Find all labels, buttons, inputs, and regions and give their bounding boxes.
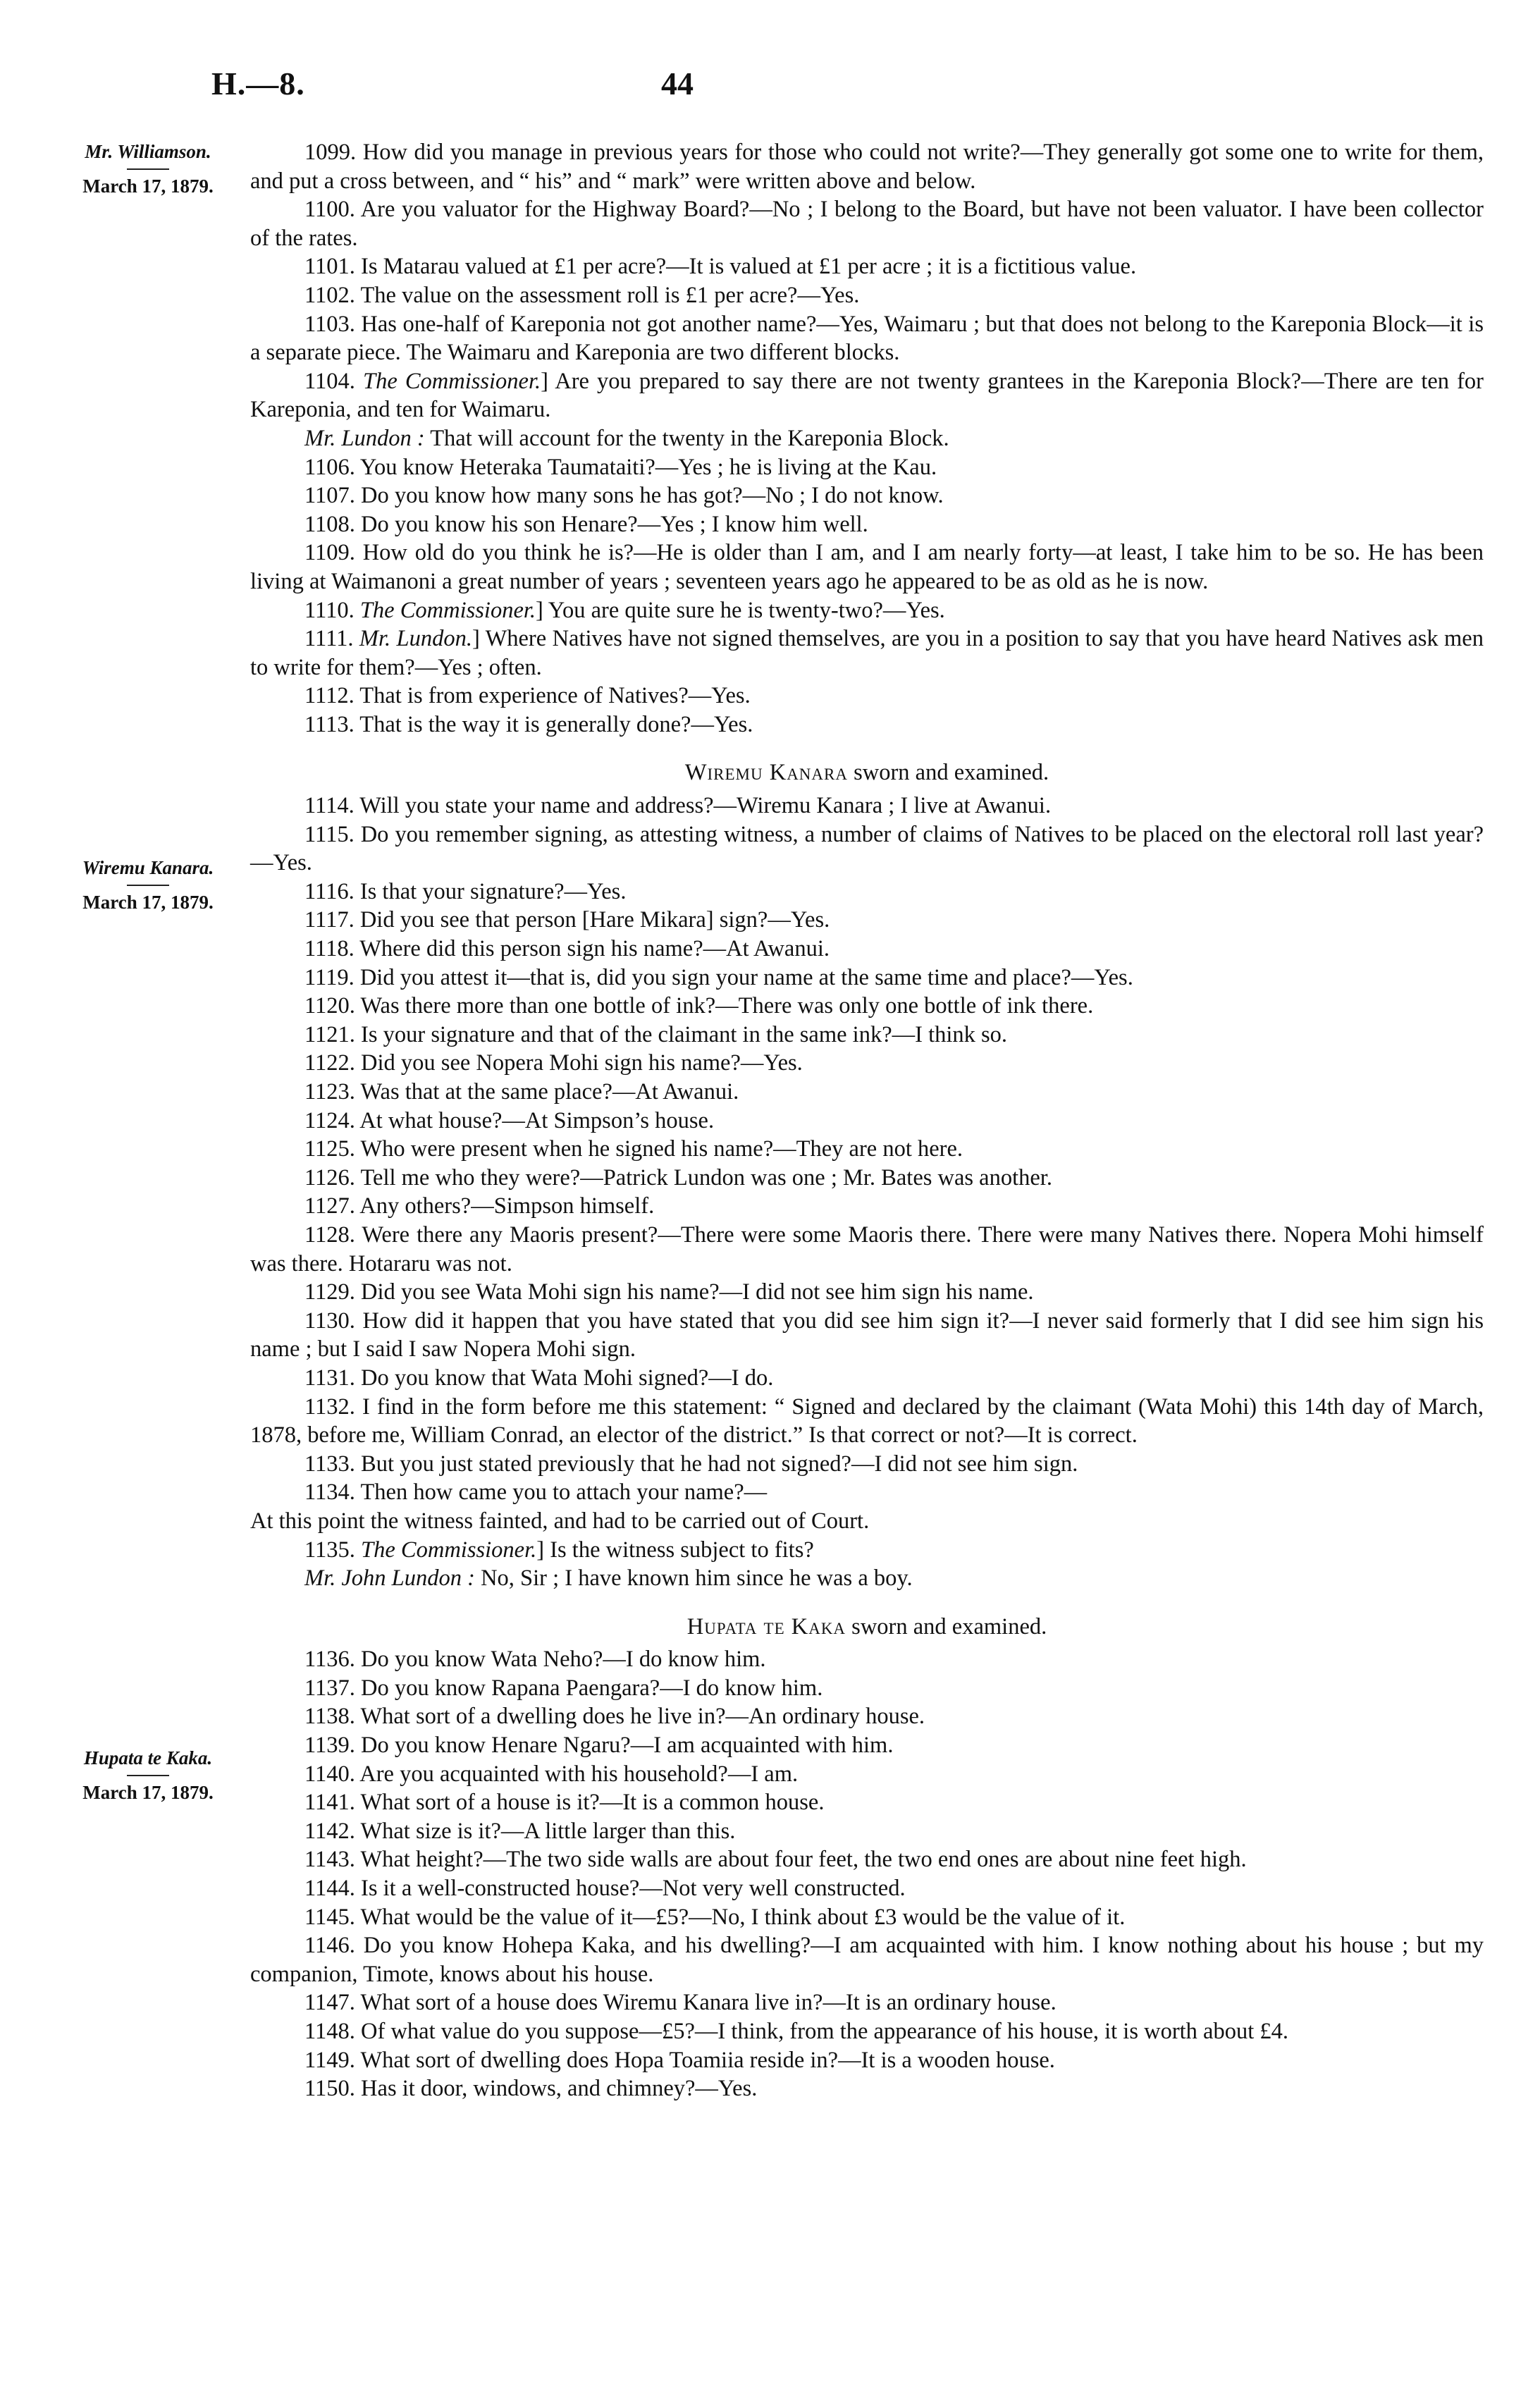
section-heading-kanara (250, 758, 1484, 787)
speaker: Mr. John Lundon : (304, 1565, 475, 1592)
question-1138: 1138. What sort of a dwelling does he live in?—An ordinary house. (304, 1704, 925, 1730)
question-1117: 1117. Did you see that person [Hare Mikara] sign?—Yes. (304, 907, 830, 933)
question-1128: 1128. Were there any Maoris present?—There were some Maoris there. There were many Natives there. Nopera Mohi himself was there. Hotararu was not. (250, 1222, 1484, 1276)
question-1112: 1112. That is from experience of Natives?—Yes. (304, 683, 751, 709)
margin-note-kanara (42, 857, 254, 913)
question-1101: 1101. Is Matarau valued at £1 per acre?—It is valued at £1 per acre ; it is a fictitious value. (304, 254, 1137, 280)
question-1140: 1140. Are you acquainted with his household?—I am. (304, 1761, 799, 1787)
question-text: ] Where Natives have not signed themselves, are you in a position to say that you have heard Natives ask men to write for them?—Yes ; often. (250, 626, 1484, 680)
question-1125: 1125. Who were present when he signed his name?—They are not here. (304, 1136, 963, 1162)
question-1135 (250, 1536, 1484, 1565)
witness-name: Hupata te Kaka (686, 1613, 846, 1639)
question-1126: 1126. Tell me who they were?—Patrick Lundon was one ; Mr. Bates was another. (304, 1164, 1052, 1190)
question-number: 1135. (304, 1537, 362, 1563)
question-1145: 1145. What would be the value of it—£5?—No, I think about £3 would be the value of it. (304, 1904, 1126, 1930)
heading-text: sworn and examined. (847, 760, 1049, 786)
question-1118: 1118. Where did this person sign his name?—At Awanui. (304, 936, 830, 962)
question-1147: 1147. What sort of a house does Wiremu Kanara live in?—It is an ordinary house. (304, 1990, 1057, 2016)
margin-witness-name: Mr. Williamson. (85, 141, 211, 162)
margin-date: March 17, 1879. (82, 892, 214, 913)
question-1110 (250, 596, 1484, 625)
question-1120: 1120. Was there more than one bottle of ink?—There was only one bottle of ink there. (304, 993, 1094, 1019)
question-1114: 1114. Will you state your name and address?—Wiremu Kanara ; I live at Awanui. (304, 793, 1052, 819)
question-1139: 1139. Do you know Henare Ngaru?—I am acquainted with him. (304, 1733, 894, 1759)
question-1115: 1115. Do you remember signing, as attesting witness, a number of claims of Natives to be placed on the electoral roll last year?—Yes. (250, 821, 1484, 876)
statement-lundon (250, 424, 1484, 453)
question-1104 (250, 367, 1484, 424)
question-1099: 1099. How did you manage in previous years for those who could not write?—They generally got some one to write for them, and put a cross between, and “ his” and “ mark” were written above and below. (250, 140, 1484, 194)
question-1106: 1106. You know Heteraka Taumataiti?—Yes ; he is living at the Kau. (304, 454, 937, 480)
question-1123: 1123. Was that at the same place?—At Awanui. (304, 1079, 739, 1105)
question-1132: 1132. I find in the form before me this statement: “ Signed and declared by the claimant (Wata Mohi) this 14th day of March, 1878, before me, William Conrad, an elector of the district.” Is that correct or not?—It is correct. (250, 1393, 1484, 1448)
question-1131: 1131. Do you know that Wata Mohi signed?—I do. (304, 1365, 774, 1391)
question-1134: 1134. Then how came you to attach your name?— (304, 1479, 768, 1506)
question-1111 (250, 625, 1484, 682)
witness-name: Wiremu Kanara (684, 760, 848, 786)
statement-john-lundon (250, 1564, 1484, 1593)
question-1107: 1107. Do you know how many sons he has got?—No ; I do not know. (304, 483, 944, 509)
question-1116: 1116. Is that your signature?—Yes. (304, 878, 627, 904)
heading-text: sworn and examined. (846, 1613, 1047, 1639)
question-1149: 1149. What sort of dwelling does Hopa Toamiia reside in?—It is a wooden house. (304, 2047, 1055, 2073)
question-1137: 1137. Do you know Rapana Paengara?—I do know him. (304, 1675, 823, 1701)
speaker: The Commissioner. (363, 368, 541, 394)
question-text: ] Are you prepared to say there are not twenty grantees in the Kareponia Block?—There are ten for Kareponia, and ten for Waimaru. (250, 368, 1484, 423)
margin-witness-name: Wiremu Kanara. (82, 857, 214, 878)
question-1119: 1119. Did you attest it—that is, did you sign your name at the same time and place?—Yes. (304, 964, 1133, 990)
margin-date: March 17, 1879. (82, 1782, 214, 1803)
speaker: Mr. Lundon : (304, 425, 425, 451)
page-header (211, 65, 1480, 114)
question-1133: 1133. But you just stated previously that he had not signed?—I did not see him sign. (304, 1451, 1078, 1477)
speaker: Mr. Lundon. (359, 626, 472, 652)
question-1124: 1124. At what house?—At Simpson’s house. (304, 1107, 715, 1133)
question-1113: 1113. That is the way it is generally done?—Yes. (304, 711, 753, 737)
margin-divider (127, 885, 169, 886)
page-number: 44 (661, 66, 694, 101)
margin-note-williamson (42, 141, 254, 197)
question-1108: 1108. Do you know his son Henare?—Yes ; I know him well. (304, 511, 868, 537)
question-1148: 1148. Of what value do you suppose—£5?—I think, from the appearance of his house, it is worth about £4. (304, 2019, 1289, 2044)
speaker: The Commissioner. (361, 1537, 537, 1563)
question-1103: 1103. Has one-half of Kareponia not got another name?—Yes, Waimaru ; but that does not belong to the Kareponia Block—it is a separate piece. The Waimaru and Kareponia are two different blocks. (250, 311, 1484, 366)
question-text: ] Is the witness subject to fits? (536, 1537, 814, 1563)
document-body (250, 138, 1484, 2103)
margin-divider (127, 1775, 169, 1776)
question-number: 1104. (304, 368, 363, 394)
question-1136: 1136. Do you know Wata Neho?—I do know him. (304, 1647, 766, 1673)
question-1142: 1142. What size is it?—A little larger than this. (304, 1818, 736, 1844)
question-1141: 1141. What sort of a house is it?—It is a common house. (304, 1790, 825, 1816)
question-number: 1110. (304, 597, 360, 623)
question-1129: 1129. Did you see Wata Mohi sign his name?—I did not see him sign his name. (304, 1279, 1034, 1305)
margin-date: March 17, 1879. (82, 176, 214, 197)
stage-direction: At this point the witness fainted, and had to be carried out of Court. (250, 1508, 870, 1534)
question-1144: 1144. Is it a well-constructed house?—Not very well constructed. (304, 1876, 906, 1902)
question-text: ] You are quite sure he is twenty-two?—Yes. (536, 597, 945, 623)
question-number: 1111. (304, 626, 359, 652)
question-1146: 1146. Do you know Hohepa Kaka, and his dwelling?—I am acquainted with him. I know nothing about his house ; but my companion, Timote, knows about his house. (250, 1933, 1484, 1987)
question-1130: 1130. How did it happen that you have stated that you did see him sign it?—I never said formerly that I did see him sign his name ; but I said I saw Nopera Mohi sign. (250, 1308, 1484, 1362)
margin-divider (127, 168, 169, 170)
question-1100: 1100. Are you valuator for the Highway Board?—No ; I belong to the Board, but have not been valuator. I have been collector of the rates. (250, 197, 1484, 251)
question-1122: 1122. Did you see Nopera Mohi sign his name?—Yes. (304, 1050, 803, 1076)
question-1150: 1150. Has it door, windows, and chimney?—Yes. (304, 2076, 758, 2102)
statement-text: No, Sir ; I have known him since he was a boy. (474, 1565, 913, 1592)
margin-witness-name: Hupata te Kaka. (83, 1747, 213, 1768)
speaker: The Commissioner. (359, 597, 536, 623)
margin-note-hupata (42, 1747, 254, 1804)
question-1127: 1127. Any others?—Simpson himself. (304, 1193, 655, 1219)
question-1121: 1121. Is your signature and that of the claimant in the same ink?—I think so. (304, 1021, 1008, 1047)
question-1143: 1143. What height?—The two side walls are about four feet, the two end ones are about nine feet high. (304, 1847, 1247, 1873)
section-heading-hupata (250, 1613, 1484, 1642)
question-1109: 1109. How old do you think he is?—He is older than I am, and I am nearly forty—at least, I take him to be so. He has been living at Waimanoni a great number of years ; seventeen years ago he appeared to be as old as he is now. (250, 540, 1484, 594)
question-1102: 1102. The value on the assessment roll is £1 per acre?—Yes. (304, 282, 860, 308)
statement-text: That will account for the twenty in the Kareponia Block. (424, 425, 949, 451)
document-code: H.—8. (211, 66, 305, 101)
